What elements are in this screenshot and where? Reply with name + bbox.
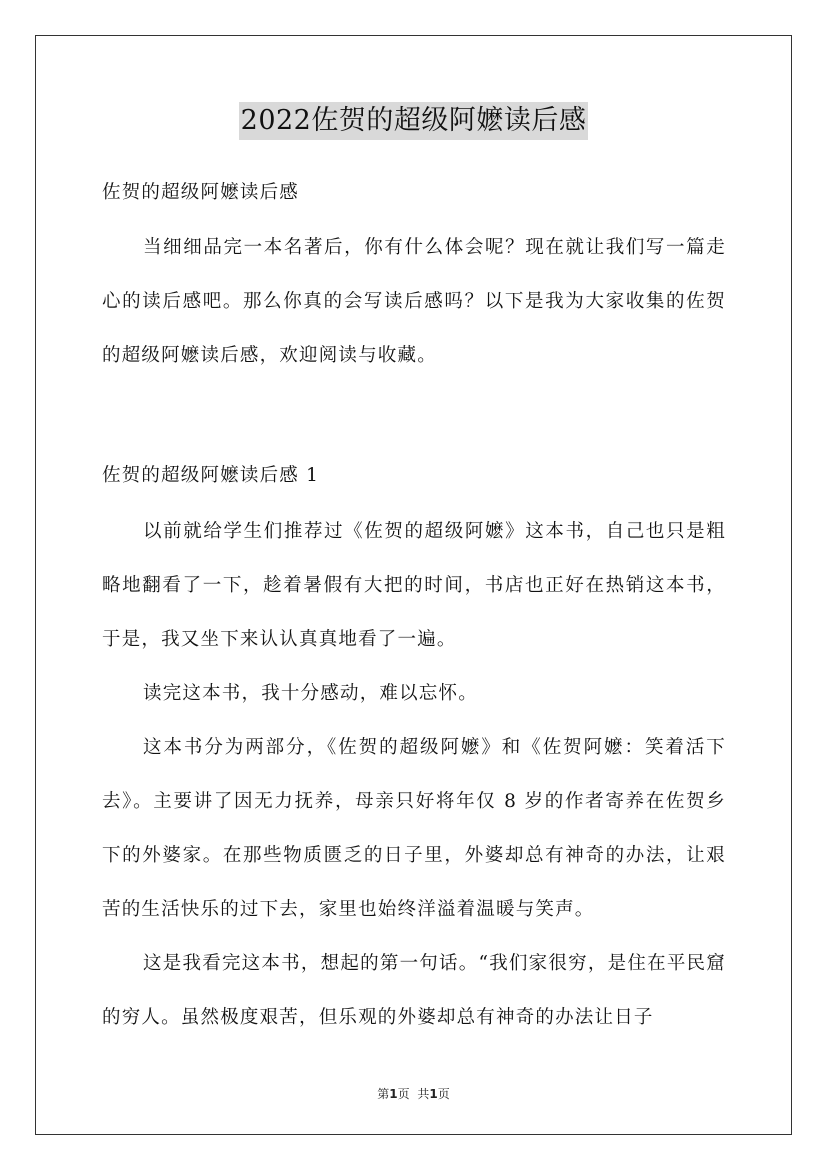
title-container [0,102,827,140]
document-title: 2022佐贺的超级阿嬷读后感 [239,102,589,140]
page-total-prefix: 共 [417,1087,430,1101]
body-paragraph: 这是我看完这本书，想起的第一句话。“我们家很穷，是住在平民窟的穷人。虽然极度艰苦，但乐观的外婆却总有神奇的办法让日子 [102,953,726,1028]
spacer [102,208,726,221]
document-body [102,178,726,1045]
body-paragraph: 这本书分为两部分，《佐贺的超级阿嬷》和《佐贺阿嬷：笑着活下去》。主要讲了因无力抚养，母亲只好将年仅 8 岁的作者寄养在佐贺乡下的外婆家。在那些物质匮乏的日子里，外婆却总有神奇的办法，让艰苦的生活快乐的过下去，家里也始终洋溢着温暖与笑声。 [102,737,726,920]
page-footer [0,1085,827,1102]
body-paragraph: 以前就给学生们推荐过《佐贺的超级阿嬷》这本书，自己也只是粗略地翻看了一下，趁着暑假有大把的时间，书店也正好在热销这本书，于是，我又坐下来认认真真地看了一遍。 [102,521,726,650]
spacer [102,491,726,505]
body-paragraph: 读完这本书，我十分感动，难以忘怀。 [143,683,478,704]
page-number-prefix: 第 [377,1087,390,1101]
subtitle: 佐贺的超级阿嬷读后感 [102,182,300,203]
page-total: 1 [429,1087,438,1101]
page-total-suffix: 页 [437,1087,450,1101]
page-number: 1 [389,1087,398,1101]
page-number-suffix: 页 [397,1087,410,1101]
section-heading: 佐贺的超级阿嬷读后感 1 [102,465,320,486]
spacer [102,383,726,461]
intro-paragraph: 当细细品完一本名著后，你有什么体会呢？现在就让我们写一篇走心的读后感吧。那么你真的会写读后感吗？以下是我为大家收集的佐贺的超级阿嬷读后感，欢迎阅读与收藏。 [102,237,726,366]
